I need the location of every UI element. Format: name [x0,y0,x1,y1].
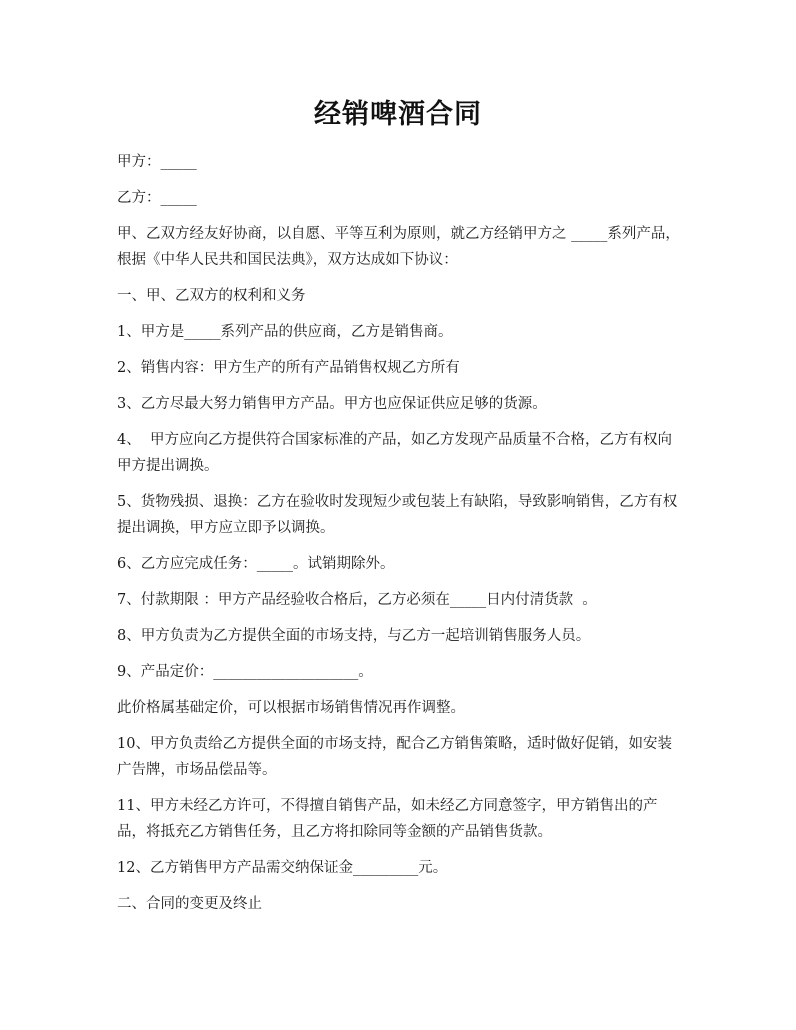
document-title: 经销啤酒合同 [314,99,482,130]
clause-5: 5、货物残损、退换：乙方在验收时发现短少或包装上有缺陷，导致影响销售，乙方有权提出调换，甲方应立即予以调换。 [117,494,678,536]
preamble-paragraph: 甲、乙双方经友好协商，以自愿、平等互利为原则，就乙方经销甲方之 _____系列产品，根据《中华人民共和国民法典》，双方达成如下协议： [117,226,680,268]
section-heading-changes: 二、合同的变更及终止 [117,896,262,912]
party-b-line: 乙方：_____ [117,190,197,206]
party-a-line: 甲方：_____ [117,154,197,170]
clause-8: 8、甲方负责为乙方提供全面的市场支持，与乙方一起培训销售服务人员。 [117,628,591,644]
pricing-note: 此价格属基础定价，可以根据市场销售情况再作调整。 [117,700,465,716]
clause-10: 10、甲方负责给乙方提供全面的市场支持，配合乙方销售策略，适时做好促销，如安装广告牌，市场品偿品等。 [117,736,672,778]
clause-11: 11、甲方未经乙方许可，不得擅自销售产品，如未经乙方同意签字，甲方销售出的产品，将抵充乙方销售任务，且乙方将扣除同等金额的产品销售货款。 [117,798,658,840]
document-body [117,149,682,927]
clause-1: 1、甲方是_____系列产品的供应商，乙方是销售商。 [117,324,453,340]
clause-4: 4、 甲方应向乙方提供符合国家标准的产品，如乙方发现产品质量不合格，乙方有权向甲方提出调换。 [117,432,672,474]
clause-6: 6、乙方应完成任务：_____。试销期除外。 [117,556,395,572]
clause-2: 2、销售内容：甲方生产的所有产品销售权规乙方所有 [117,360,460,376]
clause-9: 9、产品定价：____________________。 [117,664,373,680]
clause-7: 7、付款期限 ：甲方产品经验收合格后，乙方必须在_____日内付清货款 。 [117,592,597,608]
section-heading-rights: 一、甲、乙双方的权利和义务 [117,288,306,304]
clause-3: 3、乙方尽最大努力销售甲方产品。甲方也应保证供应足够的货源。 [117,396,547,412]
clause-12: 12、乙方销售甲方产品需交纳保证金_________元。 [117,860,448,876]
